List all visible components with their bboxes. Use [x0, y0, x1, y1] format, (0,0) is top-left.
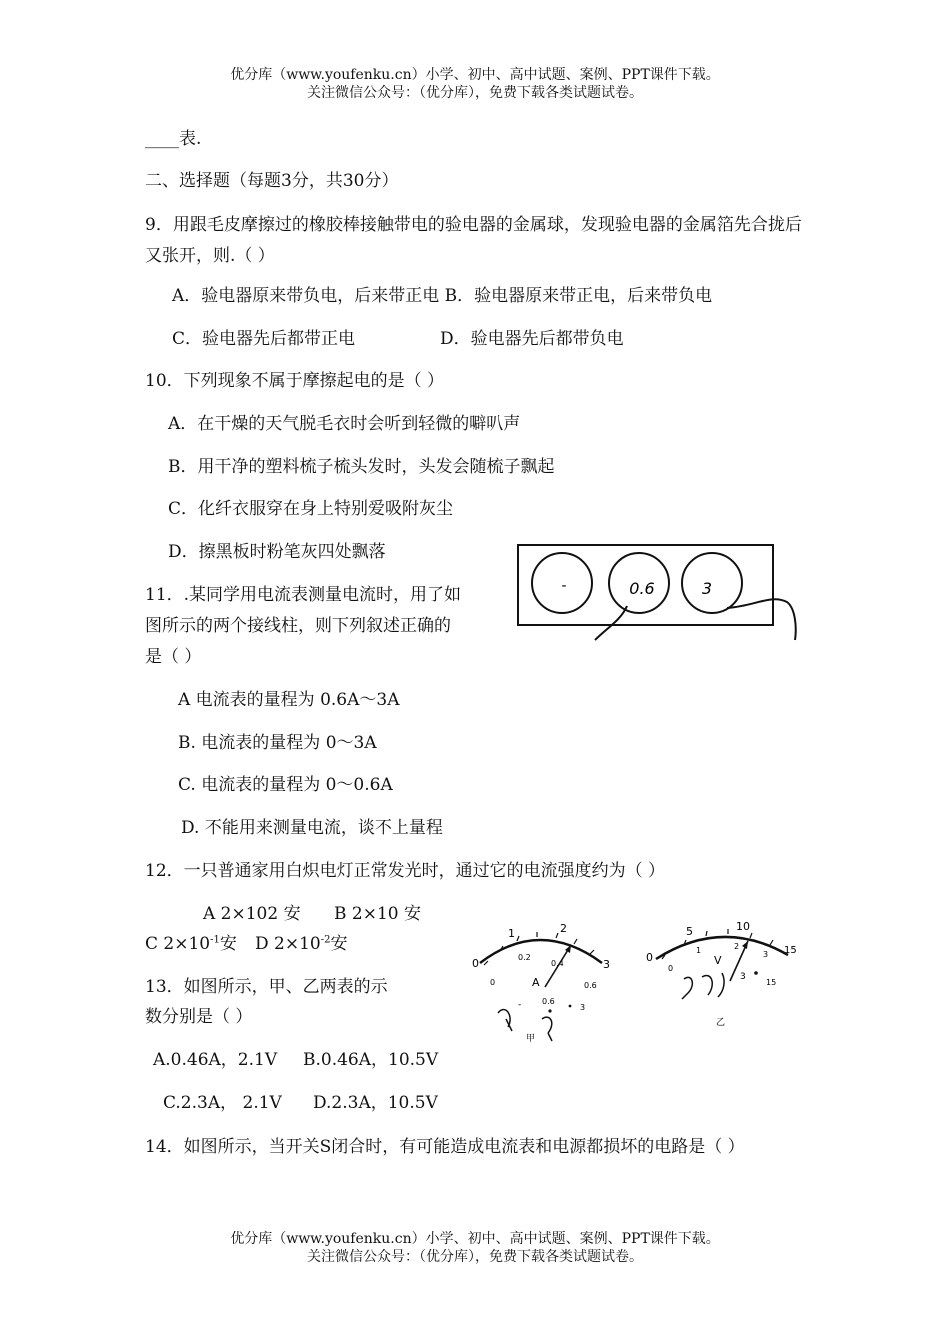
q11-option-d: D. 不能用来测量电流，谈不上量程 — [181, 818, 443, 838]
terminal-block-figure — [515, 542, 800, 647]
voltmeter-terminal-15: 15 — [766, 978, 777, 987]
ammeter-terminal-3: 3 — [580, 1003, 586, 1012]
ammeter-terminal-neg: - — [518, 1000, 522, 1010]
header-line-1: 优分库（www.youfenku.cn）小学、初中、高中试题、案例、PPT课件下载。 — [230, 67, 720, 83]
q9-option-d: D．验电器先后都带负电 — [440, 329, 624, 349]
terminal-label-neg: - — [561, 578, 567, 594]
q11-stem-line-1: 11．.某同学用电流表测量电流时，用了如 — [145, 585, 462, 605]
footer-line-2: 关注微信公众号：（优分库），免费下载各类试题试卷。 — [307, 1249, 643, 1265]
q9-stem: 9．用跟毛皮摩擦过的橡胶棒接触带电的验电器的金属球，发现验电器的金属箔先合拢后又张开，则.（ ） — [145, 215, 802, 266]
q10-option-a: A．在干燥的天气脱毛衣时会听到轻微的噼叭声 — [168, 414, 521, 434]
ammeter-needle — [545, 945, 571, 987]
voltmeter-terminal-3: 3 — [740, 972, 746, 982]
q10-stem: 10．下列现象不属于摩擦起电的是（ ） — [145, 371, 445, 391]
q12-option-d: D $2\times 10^{-2}$安 — [255, 934, 348, 954]
terminal-label-06: 0.6 — [629, 579, 655, 598]
voltmeter-symbol: V — [714, 954, 722, 967]
voltmeter-outer-tick-15: 15 — [784, 945, 797, 956]
ammeter-terminal-06: 0.6 — [542, 997, 555, 1006]
wire-right — [727, 599, 796, 640]
q11-stem-line-3: 是（ ） — [145, 647, 202, 667]
ammeter-symbol: A — [532, 976, 540, 989]
q12-stem: 12．一只普通家用白炽电灯正常发光时，通过它的电流强度约为（ ） — [145, 861, 666, 881]
ammeter-outer-tick-3: 3 — [603, 958, 610, 971]
voltmeter-inner-tick-1: 1 — [696, 946, 702, 955]
q9-option-c: C．验电器先后都带正电 — [172, 329, 356, 349]
header-line-2: 关注微信公众号：（优分库），免费下载各类试题试卷。 — [307, 85, 643, 101]
ammeter-figure — [462, 915, 627, 1045]
ammeter-inner-tick-0: 0 — [490, 978, 496, 987]
q12-option-b: B 2×10 安 — [334, 904, 421, 924]
q12-option-c: C $2\times 10^{-1}$安 — [145, 934, 237, 954]
voltmeter-inner-tick-0: 0 — [668, 964, 674, 973]
ammeter-inner-tick-04: 0.4 — [551, 959, 564, 968]
q11-stem-line-2: 图所示的两个接线柱，则下列叙述正确的 — [145, 616, 451, 636]
q9-options-ab: A．验电器原来带负电，后来带正电 B．验电器原来带正电，后来带负电 — [172, 286, 713, 306]
q13-option-b: B.0.46A，10.5V — [303, 1050, 439, 1070]
terminal-label-3: 3 — [701, 579, 713, 598]
voltmeter-outer-tick-10: 10 — [736, 920, 750, 933]
footer-line-1: 优分库（www.youfenku.cn）小学、初中、高中试题、案例、PPT课件下载。 — [230, 1231, 720, 1247]
q10-option-b: B．用干净的塑料梳子梳头发时，头发会随梳子飘起 — [168, 457, 555, 477]
ammeter-inner-tick-02: 0.2 — [518, 953, 531, 962]
ammeter-caption: 甲 — [526, 1034, 536, 1044]
continuation-text: ____表. — [145, 129, 202, 149]
q14-stem: 14．如图所示，当开关S闭合时，有可能造成电流表和电源都损坏的电路是（ ） — [145, 1137, 745, 1157]
section-title: 二、选择题（每题3分，共30分） — [145, 171, 399, 191]
voltmeter-outer-tick-5: 5 — [686, 925, 693, 938]
q13-stem-line-1: 13．如图所示，甲、乙两表的示 — [145, 977, 388, 997]
ammeter-inner-tick-06: 0.6 — [584, 981, 597, 990]
q13-option-a: A.0.46A，2.1V — [153, 1050, 278, 1070]
q12-option-a: A 2×102 安 — [203, 904, 301, 924]
voltmeter-outer-tick-0: 0 — [646, 951, 653, 964]
q11-option-c: C. 电流表的量程为 0～0.6A — [178, 775, 393, 795]
ammeter-outer-tick-2: 2 — [560, 922, 567, 935]
q11-option-a: A 电流表的量程为 0.6A～3A — [178, 690, 400, 710]
voltmeter-inner-tick-3: 3 — [763, 950, 769, 959]
ammeter-outer-tick-1: 1 — [508, 927, 515, 940]
q13-option-c: C.2.3A， 2.1V — [163, 1093, 282, 1113]
voltmeter-figure — [640, 915, 805, 1045]
voltmeter-inner-tick-2: 2 — [734, 942, 740, 951]
q13-option-d: D.2.3A，10.5V — [313, 1093, 438, 1113]
voltmeter-caption: 乙 — [716, 1018, 726, 1028]
q13-stem-line-2: 数分别是（ ） — [145, 1007, 253, 1027]
wire-left — [595, 606, 627, 640]
q10-option-c: C．化纤衣服穿在身上特别爱吸附灰尘 — [168, 499, 454, 519]
q10-option-d: D．擦黑板时粉笔灰四处飘落 — [168, 542, 386, 562]
q11-option-b: B. 电流表的量程为 0～3A — [178, 733, 377, 753]
ammeter-outer-tick-0: 0 — [472, 957, 479, 970]
